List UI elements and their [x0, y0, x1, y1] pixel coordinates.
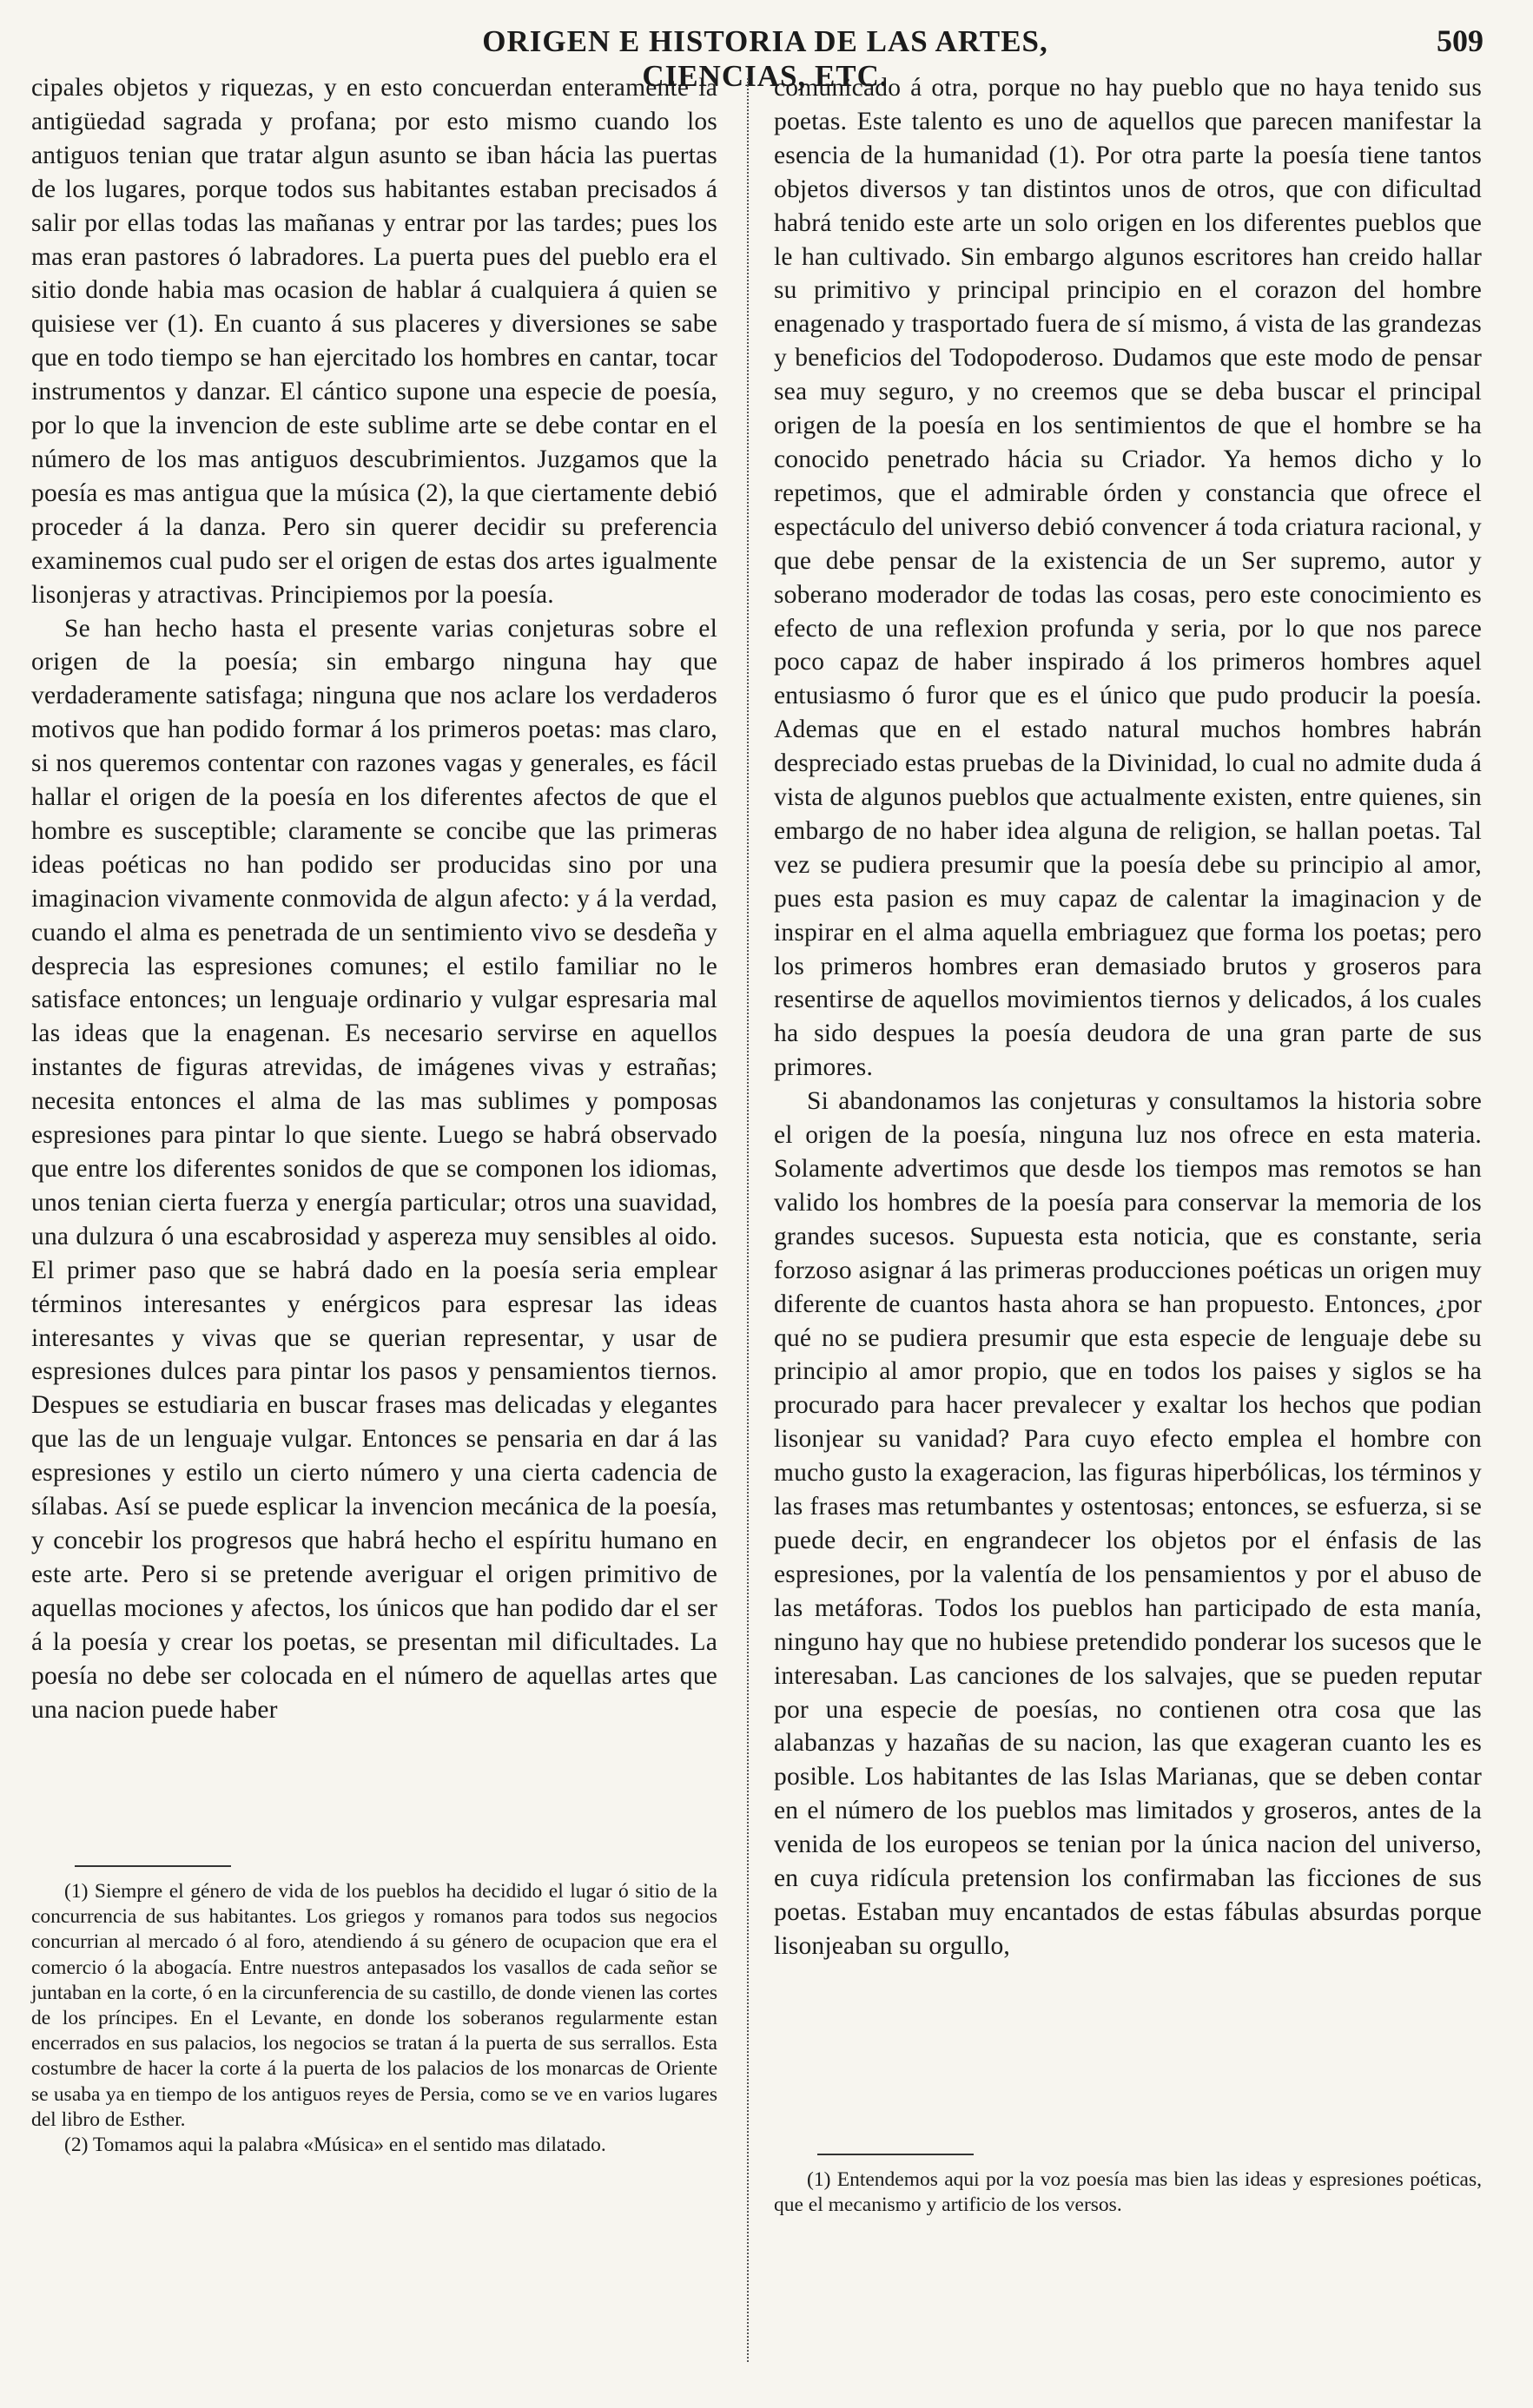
right-footnotes	[774, 2154, 1482, 2218]
left-column	[31, 71, 717, 1726]
paragraph: Se han hecho hasta el presente varias conjeturas sobre el origen de la poesía; sin embargo ninguna hay que verdaderamente satisfaga; ninguna que nos aclare los verdaderos motivos que han podido formar á los primeros poetas: mas claro, si nos queremos contentar con razones vagas y generales, es fácil hallar el origen de la poesía en los diferentes afectos de que el hombre es susceptible; claramente se concibe que las primeras ideas poéticas no han podido ser producidas sino por una imaginacion vivamente conmovida de algun afecto: y á la verdad, cuando el alma es penetrada de un sentimiento vivo se desdeña y desprecia las espresiones comunes; el estilo familiar no le satisface entonces; un lenguaje ordinario y vulgar espresaria mal las ideas que la enagenan. Es necesario servirse en aquellos instantes de figuras atrevidas, de imágenes vivas y estrañas; necesita entonces el alma de las mas sublimes y pomposas espresiones para pintar lo que siente. Luego se habrá observado que entre los diferentes sonidos de que se componen los idiomas, unos tenian cierta fuerza y energía particular; otros una suavidad, una dulzura ó una escabrosidad y aspereza muy sensibles al oido. El primer paso que se habrá dado en la poesía seria emplear términos interesantes y enérgicos para espresar las ideas interesantes y vivas que se querian representar, y usar de espresiones dulces para pintar los pasos y pensamientos tiernos. Despues se estudiaria en buscar frases mas delicadas y elegantes que las de un lenguaje vulgar. Entonces se pensaria en dar á las espresiones y estilo un cierto número y una cierta cadencia de sílabas. Así se puede esplicar la invencion mecánica de la poesía, y concebir los progresos que habrá hecho el espíritu humano en este arte. Pero si se pretende averiguar el origen primitivo de aquellas mociones y afectos, los únicos que han podido dar el ser á la poesía y crear los poetas, se presentan mil dificultades. La poesía no debe ser colocada en el número de aquellas artes que una nacion puede haber	[31, 614, 717, 1724]
running-header	[31, 17, 1499, 93]
paragraph: comunicado á otra, porque no hay pueblo que no haya tenido sus poetas. Este talento es uno de aquellos que parecen manifestar la esencia de la humanidad (1). Por otra parte la poesía tiene tantos objetos diversos y tan distintos unos de otros, que con dificultad habrá tenido este arte un solo origen en los diferentes pueblos que le han cultivado. Sin embargo algunos escritores han creido hallar su primitivo y principal principio en el corazon del hombre enagenado y trasportado fuera de sí mismo, á vista de las grandezas y beneficios del Todopoderoso. Dudamos que este modo de pensar sea muy seguro, y no creemos que se deba buscar el principal origen de la poesía en los sentimientos de que el hombre se ha conocido penetrado hácia su Criador. Ya hemos dicho y lo repetimos, que el admirable órden y constancia que ofrece el espectáculo del universo debió convencer á toda criatura racional, y que debe pensar de la existencia de un Ser supremo, autor y soberano moderador de todas las cosas, pero este conocimiento es efecto de una reflexion profunda y seria, por lo que nos parece poco capaz de haber inspirado á los primeros hombres aquel entusiasmo ó furor que es el único que pudo producir la poesía. Ademas que en el estado natural muchos hombres habrán despreciado estas pruebas de la Divinidad, lo cual no admite duda á vista de algunos pueblos que actualmente existen, entre quienes, sin embargo de no haber idea alguna de religion, se hallan poetas. Tal vez se pudiera presumir que la poesía debe su principio al amor, pues esta pasion es muy capaz de calentar la imaginacion y de inspirar en el alma aquella embriaguez que forma los poetas; pero los primeros hombres eran demasiado brutos y groseros para resentirse de aquellos movimientos tiernos y delicados, á los cuales ha sido despues la poesía deudora de una gran parte de sus primores.	[774, 74, 1482, 1082]
footnote-rule	[75, 1865, 231, 1867]
footnote: (2) Tomamos aqui la palabra «Música» en el sentido mas dilatado.	[64, 2134, 606, 2157]
left-footnotes	[31, 1865, 717, 2158]
page	[31, 17, 1499, 2379]
paragraph: cipales objetos y riquezas, y en esto concuerdan enteramente la antigüedad sagrada y profana; por esto mismo cuando los antiguos tenian que tratar algun asunto se iban hácia las puertas de los lugares, porque todos sus habitantes estaban precisados á salir por ellas todas las mañanas y entrar por las tardes; pues los mas eran pastores ó labradores. La puerta pues del pueblo era el sitio donde habia mas ocasion de hablar á cualquiera á quien se quisiese ver (1). En cuanto á sus placeres y diversiones se sabe que en todo tiempo se han ejercitado los hombres en cantar, tocar instrumentos y danzar. El cántico supone una especie de poesía, por lo que la invencion de este sublime arte se debe contar en el número de los mas antiguos descubrimientos. Juzgamos que la poesía es mas antigua que la música (2), la que ciertamente debió proceder á la danza. Pero sin querer decidir su preferencia examinemos cual pudo ser el origen de estas dos artes igualmente lisonjeras y atractivas. Principiemos por la poesía.	[31, 74, 717, 609]
left-column-body	[31, 71, 717, 1726]
page-number: 509	[1437, 23, 1483, 58]
right-column-body	[774, 71, 1482, 1963]
column-divider	[747, 78, 749, 2362]
footnote-rule	[817, 2154, 974, 2155]
footnote: (1) Siempre el género de vida de los pueblos ha decidido el lugar ó sitio de la concurrencia de sus habitantes. Los griegos y romanos para todos sus negocios concurrian al mercado ó al foro, atendiendo á su género de ocupacion que era el comercio ó la abogacía. Entre nuestros antepasados los vasallos de cada señor se juntaban en la corte, ó en la circunferencia de su castillo, de donde vienen las cortes de los príncipes. En el Levante, en donde los soberanos regularmente estan encerrados en sus palacios, los negocios se tratan á la puerta de sus serrallos. Esta costumbre de hacer la corte á la puerta de los palacios de los monarcas de Oriente se usaba ya en tiempo de los antiguos reyes de Persia, como se ve en varios lugares del libro de Esther.	[31, 1880, 717, 2131]
footnote: (1) Entendemos aqui por la voz poesía mas bien las ideas y espresiones poéticas, que el mecanismo y artificio de los versos.	[774, 2168, 1482, 2217]
right-column	[774, 71, 1482, 1963]
paragraph: Si abandonamos las conjeturas y consultamos la historia sobre el origen de la poesía, ninguna luz nos ofrece en esta materia. Solamente advertimos que desde los tiempos mas remotos se han valido los hombres de la poesía para conservar la memoria de los grandes sucesos. Supuesta esta noticia, que es constante, seria forzoso asignar á las primeras producciones poéticas un origen muy diferente de cuantos hasta ahora se han propuesto. Entonces, ¿por qué no se pudiera presumir que esta especie de lenguaje debe su principio al amor propio, que en todos los paises y siglos se ha procurado para hacer prevalecer y exaltar los hechos que podian lisonjear su vanidad? Para cuyo efecto emplea el hombre con mucho gusto la exageracion, las figuras hiperbólicas, los términos y las frases mas retumbantes y ostentosas; entonces, se esfuerza, si se puede decir, en engrandecer los objetos por el énfasis de las espresiones, por la valentía de los pensamientos y por el abuso de las metáforas. Todos los pueblos han participado de esta manía, ninguno hay que no hubiese pretendido ponderar los sucesos que le interesaban. Las canciones de los salvajes, que se pueden reputar por una especie de poesías, no contienen otra cosa que las alabanzas y hazañas de su nacion, las que exageran cuanto les es posible. Los habitantes de las Islas Marianas, que se deben contar en el número de los pueblos mas limitados y groseros, antes de la venida de los europeos se tenian por la única nacion del universo, en cuya ridícula pretension los confirmaban las ficciones de sus poetas. Estaban muy encantados de estas fábulas absurdas porque lisonjeaban su orgullo,	[774, 1087, 1482, 1960]
running-title: ORIGEN E HISTORIA DE LAS ARTES, CIENCIAS, ETC.	[482, 24, 1048, 93]
